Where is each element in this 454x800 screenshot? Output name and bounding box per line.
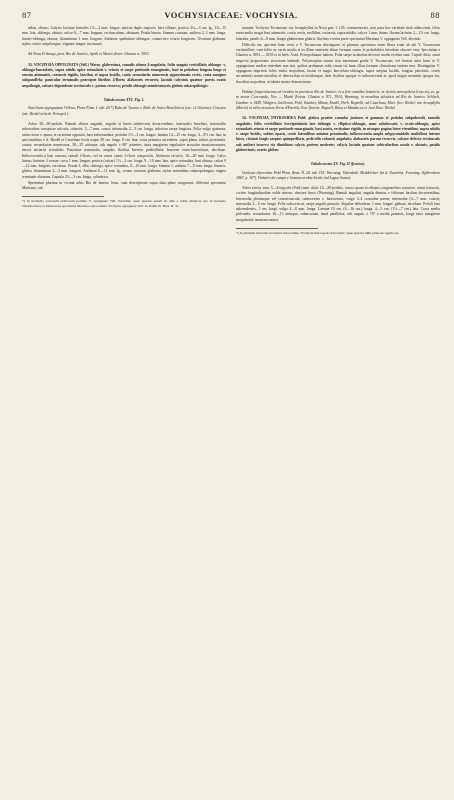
text-block: Specimina plurima in vicinia urbis Rio de Janeiro lecta, cum descriptione supra data plane congruunt; differunt specimina Martiana, sub xyxy=(22,180,226,191)
text-block: Struchium oppugnatum Velloso, Flora Flum. I. tab. 20.*) Rabo de Tucano v. Rabo de Arara Brasiliensis (sec. cl. Glaziou); Urucuca (sec. Riedel in herb. Petropol.). xyxy=(22,106,226,116)
text-block: Habitat frequentissima ad viridem in provincia Rio de Janeiro, et a fere omnibus botanicis, in vicinia metropoleos lecta est, ex. gr. in monte Corcovado, Nov. — Martii florens: Glaziou n. 871, 3914, Warming; in montibus silvaticis ad Rio de Janeiro: Schlech, Gardner n. 5449, Widgren, Guillemin, Pohl, Vauthier, Mikan, Riedel, Herb. Regnelli; ad Castelnau, Mart. flor.: Riedel; var. hexaphylla (Martii) in silvis montium Serra d'Estrella, Estr. florens: Regnell; Boiss et Manducca et José Dias: Riedel. xyxy=(236,90,440,110)
page-number-right: 88 xyxy=(430,10,440,20)
text-block: nibus, obtuso. Calycis laciniae laterales 1½—2 mm. longae, anticae duplo majores, basi ciliatae; postica 2¼—3 cm. lg., 10—15 mm. lata, oblonga, obtusa; calcar 6—7 mm. longum, rectiusculum, obtusum. Petala binata. Stamen crassum, anthera 2–3 mm. longa, lineari-oblonga, obtusa; filamentum 1 mm. longum. Antherae spathulato-oblongae, connectivo ovario longiores. Ovarium glabrum; stylus ovario aequilongus, stigmate magno incrassato. xyxy=(22,26,226,46)
text-block: Difficilis est, speciem hanc recte a V. Tucanorum distinguere, et plurima specimina enim flores erant ab alii V. Tucanorum verisimiliter; cum foliis ex variis modis et ex illam sententia alium formam suum, et probabiliter interdum obscure vera. Specimina a Glaziou n. 3953 — 8193 et in herb. Acad. Petropolitanae habent. Folia saepe in duobus diversis modis evoluta sunt: 'Capitè' ditio, omni respectu proportionis structione habendi. Polymorphia verum non maximum gradu V. Tucanorum, vel formae inter hanc et V. oppugnatam mediae interdum non nisi, quibus probamus mihi visum sit, hanc illius formam climaticam tantum esse. Distinguitur V. oppugnata imprimis foliis multo majoribus, laxius et magis lanceolato-oblongis, supra saepius lucidis, longius petiolatis, costis secundariis numerosioribus et densioribus rectioribusque, dein floribus quoque et inflorescentia et, quod magni momenti quoque est, fructibus majoribus, at tabula monte demonstratur. xyxy=(236,42,440,84)
page-number-left: 87 xyxy=(22,10,32,20)
text-columns xyxy=(22,26,440,790)
spacer xyxy=(22,90,226,94)
left-column xyxy=(22,26,226,790)
footnote-rule xyxy=(22,196,104,197)
right-column xyxy=(236,26,440,790)
text-block: Ad Nova Friburgo, prov. Rio de Janeiro, Aprili et Martio floret: Glaziou n. 3953. xyxy=(28,52,150,57)
page-header xyxy=(22,10,440,22)
text-block: Tabula nostra XV. Fig. II (fructus). xyxy=(310,162,366,167)
running-title: VOCHYSIACEAE: VOCHYSIA. xyxy=(164,10,298,20)
footnote-rule xyxy=(236,228,318,229)
text-block: Arbor erecta, sunc 3—4-orgyalis (Pohl) nunc altior 15—20-pedalis, trunco quam in reliquis congeneribus crassiore, ramis tortuosis, cortice longitudinaliter valde rimoso, obscure fusco (Warming). Ramuli angulati, angulis dumius e foliorum basibus decurrentibus; Internodia plerumque vel concaviuscula, rubescentes v. lutescentes, vulgo 3–4 crassidne paene; internodia (4—7 mm. crassi); internodia 2—6 cm. longa. Folia subcoriacea, saepe angulis pinnatis. Stipulae deltoideae, 1 mm. longae, glabrae, deciduae. Petioli basi adscendentes, 1 cm. longi, vulgo 4—8 mm. longa. Lamina 10 cm. (6—16 cm.) longa, 4—5 cm. (1½—7 cm.) lata. Costa media pulvinala; secundariae 10—15 utrinque, subarcuatae, haud parallelae, sub angulo ± 70° a media patentes, longe intra marginem irregulariter anastomosantes. xyxy=(236,186,440,222)
text-block: Vochysia thyrsoidea Pohl Plant. Bras. II. 24. tab. 115; Warming, Videnskab. Meddelelser fra d. Naturhist. Forening; Kjøbenhavn 1867. p. 36*). Vinheiro do campo e Gomma arabia locale (ad Lagoa Santa). xyxy=(236,170,440,180)
text-block: 33. VOCHYSIA OPPUGNATA (Vell.) Warm. glaberrima, ramulis obtuse 4-angulatis; foliis magnis verticillatis oblongo- v. oblongo-lanceolatis, supra nitidis apice rotundatis v. retusis et saepe profunde emarginatis, basi in petiolum longum longe et sensim attenuatis, coriaceis rigidis, laevibus et supra lucidis, costis secundariis numerosis approximatis rectis, costa margine subparallela; paniculae terminalis praecipue floribus 4-floris; alabastris recurvis; laciniis calycinis quatuor parvis ovatis aequilongis, calcare dependente rectiusculo v. parum recurvo; petalis oblongis membranaceis glabris subaequilongis. xyxy=(22,62,226,88)
spacer xyxy=(236,154,440,158)
text-block: nomine: Vochysia Tucanorum var. hexaphyllus in Nova gen. I. 143. commemorata, non justa hoc varietate tituli adducenda, foliis enim multo magis basi attenuatis, costis rectis, mollibus, coriaceis, supra nitidis; calyce 1 mm. latum, florum lacinias 2—2½ cm. longa, lateralia, petalis 6—8 mm. longis glaberrimis glabris; floribus e tertia parte specimina Martiana V. oppugnata Vell. dicendo. xyxy=(236,26,440,41)
text-block: Tabula nostra XVI. Fig. I. xyxy=(103,98,145,103)
text-block: *) In plurimis herbariis invenitur sub nomine 'Vochysia macropoda Zuccarini', quae species mihi plane incognita est. xyxy=(236,230,400,235)
text-block: Arbor 30—60-pedalis. Ramuli obtuse angulati, angulis et lineis subelevatis decurrentibus, internodiis brevibus, internodiis inferioribus conspicue sulcatis, robustis, 5—7 mm. crassi; internodia 2—5 cm. longa, inferiora saepe longiora. Folia vulgo quaterna, rarius terna v. quina, et rarissime opposita, basi subrotundata; petiolus 1½—3 cm. longus; lamina 14—25 cm. longa, 4—8½ cm. lata; in speciminibus e cl. Riedel et Castelnau lectis usque 30 cm. longa, 8 cm. lata; costa primaria ascendens, supra plana, subtus prominula, crassa; secundariae numerosae, 30—35 utrinque, sub angulo ± 80° patentes, intra marginem regulariter arcuatim anastomosantes, nervis tertiariis reticulatis. Paniculae terminales, amplae, floribus breviter pedicellatis; bracteae ovato-lanceolatae, deciduae. Inflorescentia a basi ramosa; ramuli 4-floris, vel in ramis cymis 2-floris compositis. Alabastra recurva, 10—20 mm. longa. Calyx luteus; laciniae 4 ovatae, circa 1 mm. longae; postica (calcar) 1½—2 cm. longa, 9—10 mm. lata, apice rotundata, basi obtusa; calcar 9—12 mm. longum, curvatum. Petala 3, alba, oblonga, apice rotundata, 8—10 mm. longa. Stamen 1; anthera 7—8 mm. longa, linearis, glabra; filamentum 2—3 mm. longum. Antherae 6—11 mm. lg., ovata; ovarium glabrum; stylus staminibus subaequilongus; stigma terminale obtusum. Capsula 2½—3 cm. longa, cylindrica. xyxy=(22,122,226,179)
text-block: 34. VOCHYSIA THYRSOIDEA Pohl: glabra praeter ramulos juniores et gemmas et petiolos subpuberuli, ramulis angulatis; foliis verticillatis brevipetiolatis late oblongis v. elliptico-oblongis, nunc subobovatis v. ovato-oblongis, apice rotundatis retusis et saepe profunde emarginatis, basi acutis, rectissime rigidis, in utraque pagina luteo-virentibus, supra nitidis v. saepe lucidis, subtus opacis, costis lateralibus minime prominulis; inflorescentia ampla subpyramidalis multiflora intense lutea, cicinnis longis saepius quinqueflorís, pedicellis robustis angulatis; alabastris parum recurvis, calcare defecto rectiusculo sub anthesi incurvo vix dimidium calycis partem metiente; calycis laciniis quatuor orbicularibus acutis v. obtusis; petalis glaberrimis; ovario glabro. xyxy=(236,116,440,152)
text-block: *) In herbariis auctorum primorum nomine V. oppugnata Vell. invenitur, quae species autem ab aliis a nobis distincta est; in herbario Vindobonensi et Monacensi specimina Martiana sub nomine 'Vochysia oppugnata Vell.' in Pohlii Pl. Bras. II. 31. xyxy=(22,199,226,209)
